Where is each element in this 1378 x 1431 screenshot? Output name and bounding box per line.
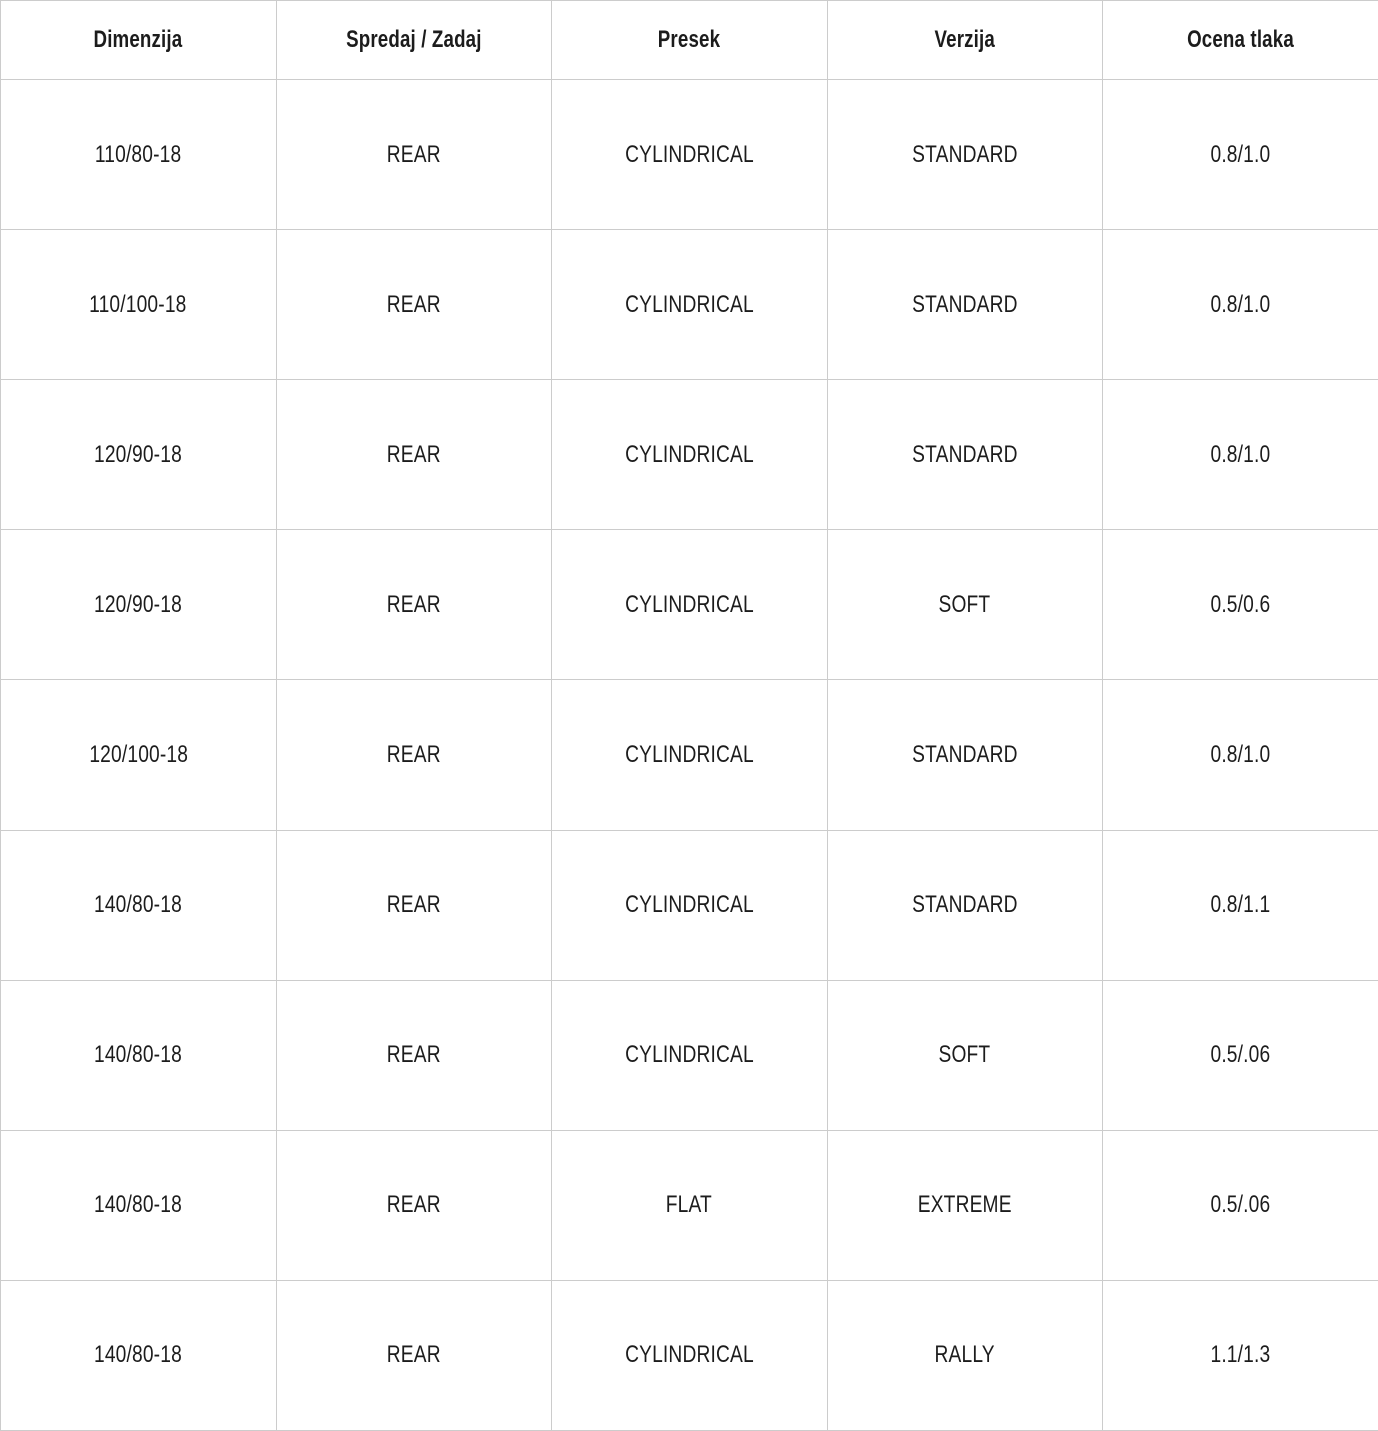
cell-value: 120/100-18: [88, 740, 188, 768]
table-cell-presek: [552, 380, 828, 530]
cell-value: 120/90-18: [94, 590, 183, 618]
table-header: [1, 1, 1378, 80]
table-cell-presek: [552, 530, 828, 680]
table-cell-verzija: [827, 1130, 1103, 1280]
table-row: [1, 380, 1378, 530]
header-label: Dimenzija: [93, 26, 183, 53]
cell-value: REAR: [386, 1191, 441, 1219]
cell-value: 140/80-18: [94, 1191, 183, 1219]
table-cell-ocena-tlaka: [1103, 230, 1378, 380]
cell-value: CYLINDRICAL: [624, 290, 754, 318]
cell-value: 0.8/1.0: [1210, 290, 1271, 318]
table-cell-verzija: [827, 980, 1103, 1130]
cell-value: REAR: [386, 1041, 441, 1069]
cell-value: CYLINDRICAL: [624, 140, 754, 168]
table-cell-ocena-tlaka: [1103, 1130, 1378, 1280]
cell-value: RALLY: [934, 1341, 995, 1369]
table-cell-verzija: [827, 830, 1103, 980]
cell-value: SOFT: [938, 1041, 991, 1069]
table-row: [1, 980, 1378, 1130]
cell-value: CYLINDRICAL: [624, 740, 754, 768]
cell-value: REAR: [386, 740, 441, 768]
table-cell-spredaj-zadaj: [276, 1280, 552, 1430]
table-cell-dimenzija: [1, 80, 277, 230]
cell-value: CYLINDRICAL: [624, 891, 754, 919]
cell-value: CYLINDRICAL: [624, 1041, 754, 1069]
table-cell-ocena-tlaka: [1103, 680, 1378, 830]
table-row: [1, 680, 1378, 830]
cell-value: 0.8/1.0: [1210, 140, 1271, 168]
cell-value: REAR: [386, 140, 441, 168]
table-cell-ocena-tlaka: [1103, 80, 1378, 230]
table-cell-spredaj-zadaj: [276, 680, 552, 830]
cell-value: REAR: [386, 590, 441, 618]
table-cell-ocena-tlaka: [1103, 380, 1378, 530]
table-row: [1, 80, 1378, 230]
table-cell-verzija: [827, 530, 1103, 680]
table-cell-dimenzija: [1, 830, 277, 980]
table-cell-presek: [552, 830, 828, 980]
cell-value: 140/80-18: [94, 1341, 183, 1369]
table-cell-presek: [552, 1280, 828, 1430]
table-cell-dimenzija: [1, 380, 277, 530]
table-cell-dimenzija: [1, 980, 277, 1130]
table-cell-verzija: [827, 380, 1103, 530]
table-cell-ocena-tlaka: [1103, 530, 1378, 680]
table-body: [1, 80, 1378, 1431]
header-label: Ocena tlaka: [1187, 26, 1294, 53]
cell-value: STANDARD: [912, 440, 1018, 468]
cell-value: 110/80-18: [95, 140, 182, 168]
table-cell-presek: [552, 230, 828, 380]
table-cell-spredaj-zadaj: [276, 1130, 552, 1280]
cell-value: CYLINDRICAL: [624, 440, 754, 468]
table-row: [1, 1280, 1378, 1430]
table-row: [1, 1130, 1378, 1280]
header-cell-spredaj-zadaj: [276, 1, 552, 80]
table-cell-presek: [552, 980, 828, 1130]
cell-value: REAR: [386, 440, 441, 468]
table-cell-presek: [552, 80, 828, 230]
cell-value: 0.8/1.0: [1210, 740, 1271, 768]
cell-value: 0.8/1.1: [1210, 891, 1271, 919]
cell-value: FLAT: [666, 1191, 713, 1219]
table-cell-dimenzija: [1, 530, 277, 680]
cell-value: CYLINDRICAL: [624, 590, 754, 618]
cell-value: 1.1/1.3: [1210, 1341, 1271, 1369]
cell-value: REAR: [386, 891, 441, 919]
header-label: Spredaj / Zadaj: [345, 26, 482, 53]
cell-value: 140/80-18: [94, 1041, 183, 1069]
cell-value: EXTREME: [917, 1191, 1012, 1219]
table-row: [1, 530, 1378, 680]
table-cell-verzija: [827, 680, 1103, 830]
cell-value: 0.5/.06: [1210, 1191, 1271, 1219]
table-cell-spredaj-zadaj: [276, 80, 552, 230]
table-cell-spredaj-zadaj: [276, 980, 552, 1130]
table-cell-dimenzija: [1, 230, 277, 380]
cell-value: CYLINDRICAL: [624, 1341, 754, 1369]
cell-value: 0.5/.06: [1210, 1041, 1271, 1069]
table-cell-spredaj-zadaj: [276, 380, 552, 530]
table-cell-dimenzija: [1, 1130, 277, 1280]
table-row: [1, 230, 1378, 380]
cell-value: STANDARD: [912, 740, 1018, 768]
table-row: [1, 830, 1378, 980]
table-cell-ocena-tlaka: [1103, 830, 1378, 980]
header-cell-presek: [552, 1, 828, 80]
cell-value: REAR: [386, 290, 441, 318]
table-cell-spredaj-zadaj: [276, 530, 552, 680]
table-cell-presek: [552, 680, 828, 830]
table-cell-verzija: [827, 80, 1103, 230]
table-cell-dimenzija: [1, 680, 277, 830]
cell-value: 110/100-18: [89, 290, 187, 318]
cell-value: 0.8/1.0: [1210, 440, 1271, 468]
header-cell-ocena-tlaka: [1103, 1, 1378, 80]
cell-value: 0.5/0.6: [1210, 590, 1271, 618]
header-label: Verzija: [934, 26, 995, 53]
table-cell-ocena-tlaka: [1103, 1280, 1378, 1430]
table-cell-presek: [552, 1130, 828, 1280]
cell-value: REAR: [386, 1341, 441, 1369]
cell-value: 120/90-18: [94, 440, 183, 468]
table-cell-dimenzija: [1, 1280, 277, 1430]
header-row: [1, 1, 1378, 80]
table-cell-ocena-tlaka: [1103, 980, 1378, 1130]
header-cell-dimenzija: [1, 1, 277, 80]
header-cell-verzija: [827, 1, 1103, 80]
cell-value: STANDARD: [912, 891, 1018, 919]
cell-value: 140/80-18: [94, 891, 183, 919]
table-cell-spredaj-zadaj: [276, 830, 552, 980]
table-cell-spredaj-zadaj: [276, 230, 552, 380]
cell-value: STANDARD: [912, 290, 1018, 318]
table-cell-verzija: [827, 1280, 1103, 1430]
cell-value: SOFT: [938, 590, 991, 618]
table-cell-verzija: [827, 230, 1103, 380]
header-label: Presek: [658, 26, 721, 53]
cell-value: STANDARD: [912, 140, 1018, 168]
